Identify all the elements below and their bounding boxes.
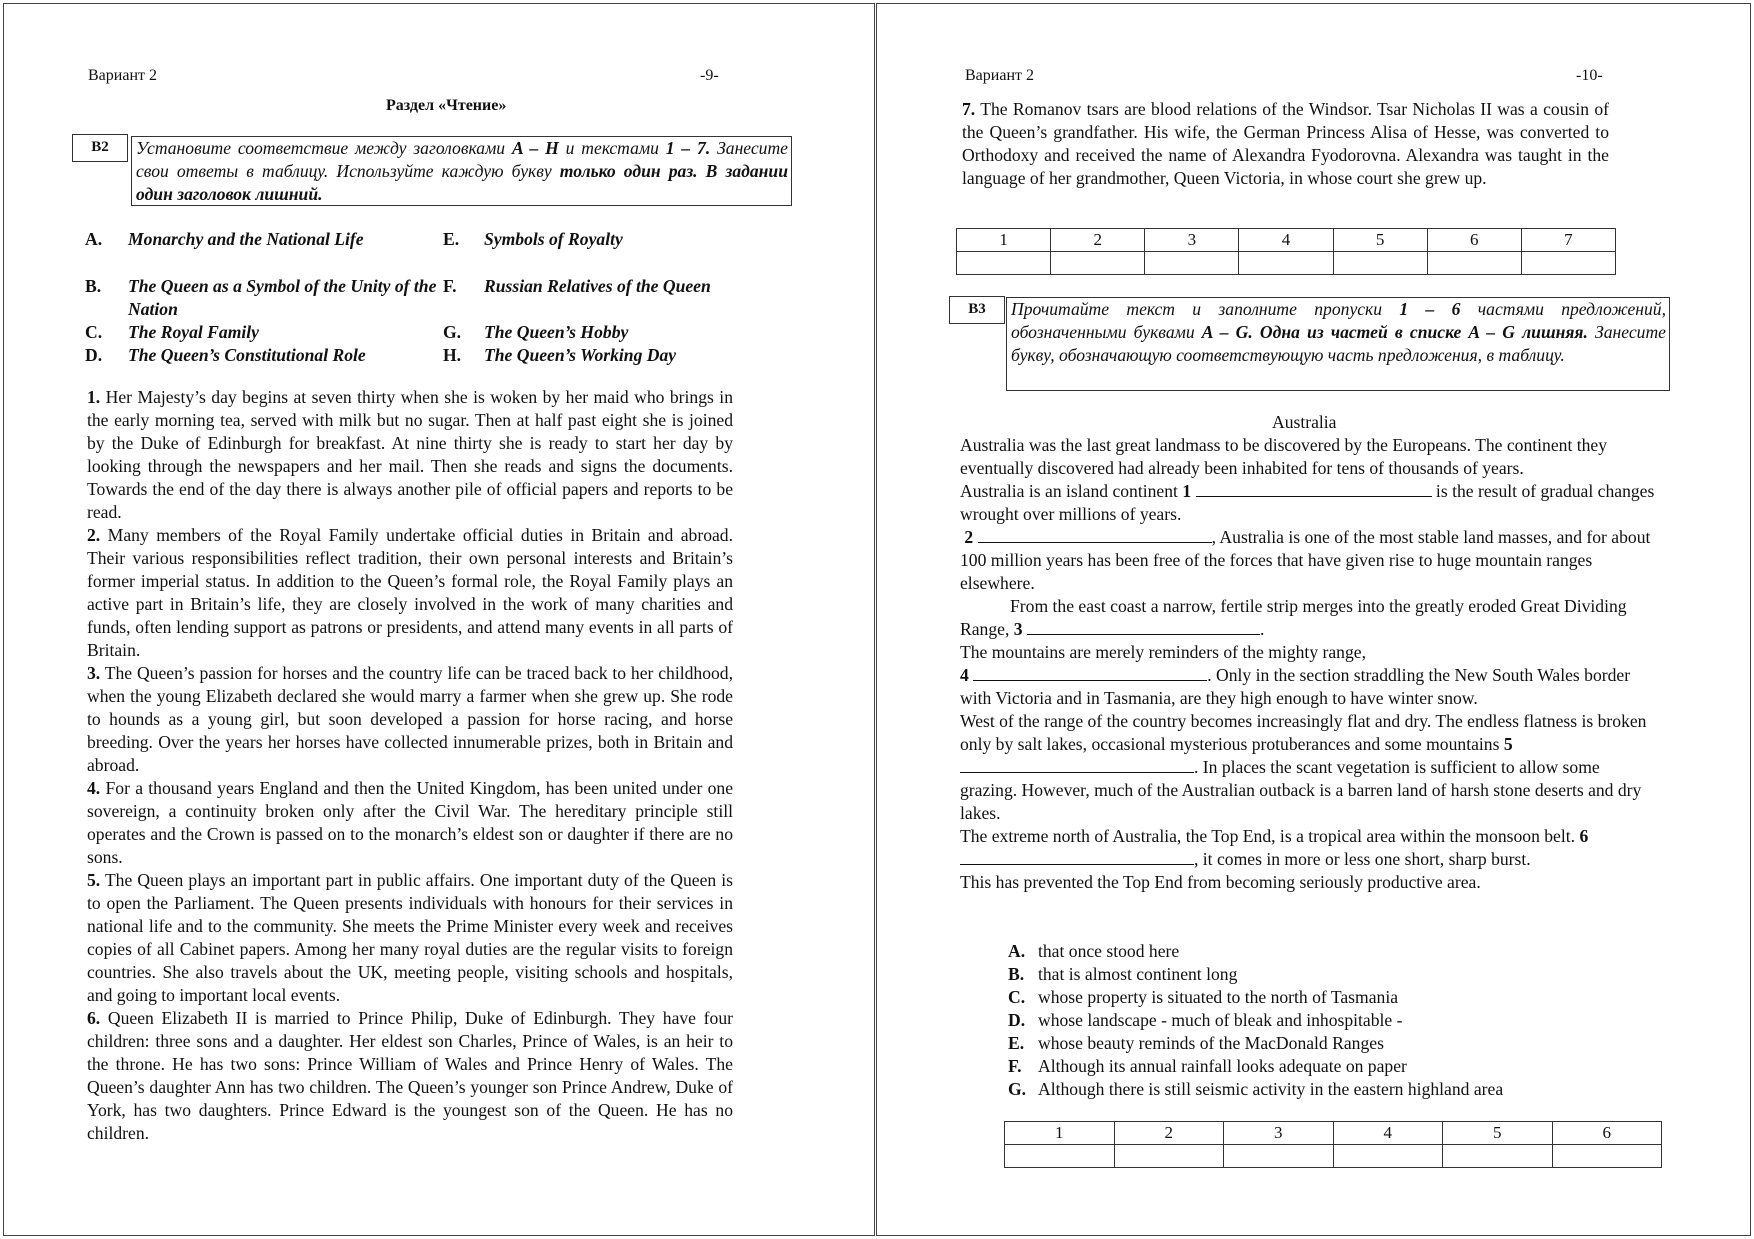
text-body: The Romanov tsars are blood relations of the Windsor. Tsar Nicholas II was a cousin of the Queen’s grandfather. His wife, the German Princess Alisa of Hesse, was converted to Orthodoxy and received the name of Alexandra Fyodorovna. Alexandra was taught in the language of her grandmother, Queen Victoria, in whose court she grew up. bbox=[962, 99, 1609, 188]
task-text-bold: A – H bbox=[511, 138, 559, 158]
b3-answer-table bbox=[1004, 1121, 1662, 1168]
table-header-cell: 2 bbox=[1051, 229, 1145, 252]
table-header-cell: 7 bbox=[1521, 229, 1615, 252]
heading-text: The Queen as a Symbol of the Unity of the Nation bbox=[128, 276, 437, 319]
option-item bbox=[1008, 963, 1237, 986]
header-variant-left: Вариант 2 bbox=[88, 67, 157, 84]
answer-cell[interactable] bbox=[1333, 252, 1427, 275]
gap-number: 1 bbox=[1182, 481, 1192, 501]
table-header-cell: 2 bbox=[1114, 1122, 1224, 1145]
page-number-left: -9- bbox=[700, 67, 719, 84]
reading-texts bbox=[87, 386, 733, 1145]
article-span: West of the range of the country becomes increasingly flat and dry. The endless flatness is broken only by salt lakes, occasional mysterious protuberances and some mountains bbox=[960, 711, 1647, 754]
option-item bbox=[1008, 940, 1179, 963]
answer-cell[interactable] bbox=[1427, 252, 1521, 275]
text-body: For a thousand years England and then the United Kingdom, has been united under one sovereign, a continuity broken only after the Civil War. The hereditary principle still operates and the Crown is passed on to the monarch’s eldest son or daughter if there are no sons. bbox=[87, 778, 733, 867]
b2-answer-table bbox=[956, 228, 1616, 275]
text-paragraph bbox=[87, 1007, 733, 1145]
option-item bbox=[1008, 1055, 1407, 1078]
option-letter: E. bbox=[1008, 1033, 1025, 1053]
text-paragraph bbox=[87, 524, 733, 662]
table-header-cell: 1 bbox=[957, 229, 1051, 252]
text-number: 1. bbox=[87, 387, 101, 407]
heading-letter: C. bbox=[85, 322, 103, 342]
article-span: The extreme north of Australia, the Top End, is a tropical area within the monsoon belt. bbox=[960, 826, 1580, 846]
article-span: Australia is an island continent bbox=[960, 481, 1183, 501]
heading-text: Symbols of Royalty bbox=[484, 229, 623, 249]
answer-cell[interactable] bbox=[1239, 252, 1333, 275]
text-number: 2. bbox=[87, 525, 101, 545]
article-title: Australia bbox=[1272, 412, 1337, 432]
gap-blank[interactable] bbox=[1027, 619, 1260, 635]
text-body: Her Majesty’s day begins at seven thirty when she is woken by her maid who brings in the early morning tea, served with milk but no sugar. Then at half past eight she is joined by the Duke of Edinburgh for breakfast. At nine thirty she is ready to start her day by looking through the newspapers and her mail. Then she reads and signs the documents. Towards the end of the day there is always another pile of official papers and reports to be read. bbox=[87, 387, 733, 522]
task-text: и текстами bbox=[558, 138, 666, 158]
article-text bbox=[960, 434, 1656, 894]
heading-letter: E. bbox=[443, 229, 460, 249]
option-letter: F. bbox=[1008, 1056, 1022, 1076]
article-paragraph bbox=[960, 480, 1656, 526]
answer-cell[interactable] bbox=[1114, 1145, 1224, 1168]
article-paragraph bbox=[960, 825, 1656, 871]
text-number: 7. bbox=[962, 99, 976, 119]
article-span: is the result of gradual changes wrought over millions of years. bbox=[960, 481, 1655, 524]
option-text: that is almost continent long bbox=[1038, 964, 1238, 984]
option-letter: A. bbox=[1008, 941, 1026, 961]
answer-cell[interactable] bbox=[1333, 1145, 1443, 1168]
heading-letter: G. bbox=[443, 322, 462, 342]
article-paragraph: The mountains are merely reminders of the mighty range, bbox=[960, 642, 1366, 662]
heading-letter: B. bbox=[85, 276, 102, 296]
gap-number: 3 bbox=[1013, 619, 1023, 639]
table-header-cell: 4 bbox=[1333, 1122, 1443, 1145]
option-item bbox=[1008, 1032, 1384, 1055]
task-text: Занесите свои ответы в таблицу. Используйте каждую букву bbox=[136, 138, 788, 181]
option-item bbox=[1008, 986, 1398, 1009]
text-paragraph bbox=[87, 386, 733, 524]
article-span: From the east coast a narrow, fertile strip merges into the greatly eroded Great Dividing Range, bbox=[960, 596, 1627, 639]
task-instructions-b2 bbox=[131, 136, 792, 206]
task-text: частями предложений, обозначенными буквами bbox=[1011, 299, 1666, 342]
gap-blank[interactable] bbox=[960, 757, 1194, 773]
page-number-right: -10- bbox=[1576, 67, 1603, 84]
text-paragraph bbox=[962, 98, 1609, 190]
option-item bbox=[1008, 1078, 1503, 1101]
text-number: 4. bbox=[87, 778, 101, 798]
gap-blank[interactable] bbox=[978, 527, 1212, 543]
heading-text: Monarchy and the National Life bbox=[128, 229, 364, 249]
option-text: whose beauty reminds of the MacDonald Ranges bbox=[1038, 1033, 1384, 1053]
text-7 bbox=[962, 98, 1609, 190]
text-body: The Queen’s passion for horses and the country life can be traced back to her childhood, when the young Elizabeth declared she would marry a farmer when she grew up. She rode to hounds as a young girl, but soon developed a passion for horse racing, and horse breeding. Over the years her horses have collected innumerable prizes, both in Britain and abroad. bbox=[87, 663, 733, 775]
task-instructions-b3 bbox=[1006, 297, 1670, 391]
text-body: Many members of the Royal Family undertake official duties in Britain and abroad. Their various responsibilities reflect tradition, their own personal interests and Britain’s former imperial status. In addition to the Queen’s formal role, the Royal Family plays an active part in Britain’s life, they are closely involved in the work of many charities and funds, often lending support as patrons or presidents, and attend many events in all parts of Britain. bbox=[87, 525, 733, 660]
heading-text: Russian Relatives of the Queen bbox=[484, 276, 711, 296]
header-variant-right: Вариант 2 bbox=[965, 67, 1034, 84]
heading-text: The Queen’s Working Day bbox=[484, 345, 677, 365]
article-paragraph bbox=[960, 664, 1656, 710]
article-span: . bbox=[1259, 619, 1265, 639]
task-text-bold: только bbox=[559, 161, 616, 181]
section-title: Раздел «Чтение» bbox=[386, 97, 507, 114]
text-number: 3. bbox=[87, 663, 101, 683]
option-letter: B. bbox=[1008, 964, 1025, 984]
task-text-bold: A – G. Одна из частей в списке A – G лишняя. bbox=[1201, 322, 1588, 342]
option-letter: C. bbox=[1008, 987, 1026, 1007]
answer-cell[interactable] bbox=[1051, 252, 1145, 275]
option-letter: D. bbox=[1008, 1010, 1026, 1030]
article-span: . In places the scant vegetation is sufficient to allow some grazing. However, much of the Australian outback is a barren land of harsh stone deserts and dry lakes. bbox=[960, 757, 1642, 823]
article-paragraph bbox=[960, 526, 1656, 595]
gap-blank[interactable] bbox=[973, 665, 1207, 681]
text-paragraph bbox=[87, 777, 733, 869]
task-text-bold: 1 – 6 bbox=[1399, 299, 1461, 319]
text-body: The Queen plays an important part in public affairs. One important duty of the Queen is to open the Parliament. The Queen presents individuals with honours for their services in national life and to the community. She meets the Prime Minister every week and receives copies of all Cabinet papers. Among her many royal duties are the regular visits to foreign countries. She also travels about the UK, meeting people, visiting schools and hospitals, and going to important local events. bbox=[87, 870, 733, 1005]
option-item bbox=[1008, 1009, 1402, 1032]
gap-number: 5 bbox=[1503, 734, 1513, 754]
heading-letter: F. bbox=[443, 276, 457, 296]
task-text-bold: 1 – 7. bbox=[665, 138, 711, 158]
option-letter: G. bbox=[1008, 1079, 1027, 1099]
table-header-cell: 1 bbox=[1005, 1122, 1115, 1145]
table-header-cell: 5 bbox=[1443, 1122, 1553, 1145]
answer-cell[interactable] bbox=[1521, 252, 1615, 275]
heading-text: The Queen’s Constitutional Role bbox=[128, 345, 366, 365]
text-paragraph bbox=[87, 869, 733, 1007]
table-header-cell: 5 bbox=[1333, 229, 1427, 252]
heading-letter: A. bbox=[85, 229, 103, 249]
heading-text: The Queen’s Hobby bbox=[484, 322, 629, 342]
article-span: , it comes in more or less one short, sharp burst. bbox=[1194, 849, 1531, 869]
task-code-b2: B2 bbox=[72, 134, 128, 162]
gap-blank[interactable] bbox=[960, 849, 1194, 865]
answer-cell[interactable] bbox=[1224, 1145, 1334, 1168]
task-text: Установите соответствие между заголовками bbox=[136, 138, 512, 158]
task-text: Прочитайте текст и заполните пропуски bbox=[1011, 299, 1400, 319]
answer-cell[interactable] bbox=[1145, 252, 1239, 275]
heading-letter: H. bbox=[443, 345, 462, 365]
article-paragraph bbox=[960, 710, 1656, 825]
option-text: Although there is still seismic activity in the eastern highland area bbox=[1038, 1079, 1504, 1099]
table-header-cell: 3 bbox=[1145, 229, 1239, 252]
article-span: , Australia is one of the most stable land masses, and for about 100 million years has been free of the forces that have given rise to huge mountain ranges elsewhere. bbox=[960, 527, 1651, 593]
option-text: whose landscape - much of bleak and inhospitable - bbox=[1038, 1010, 1403, 1030]
gap-number: 2 bbox=[964, 527, 974, 547]
text-number: 6. bbox=[87, 1008, 101, 1028]
text-body: Queen Elizabeth II is married to Prince Philip, Duke of Edinburgh. They have four children: three sons and a daughter. Her eldest son Charles, Prince of Wales, is an heir to the throne. He has two sons: Prince William of Wales and Prince Henry of Wales. The Queen’s daughter Ann has two children. The Queen’s younger son Prince Andrew, Duke of York, has two daughters. Prince Edward is the youngest son of the Queen. He has no children. bbox=[87, 1008, 733, 1143]
task-text: Занесите букву, обозначающую соответствующую часть предложения, в таблицу. bbox=[1011, 322, 1666, 365]
table-header-cell: 4 bbox=[1239, 229, 1333, 252]
option-text: whose property is situated to the north of Tasmania bbox=[1038, 987, 1399, 1007]
heading-letter: D. bbox=[85, 345, 103, 365]
option-text: that once stood here bbox=[1038, 941, 1180, 961]
article-span: . Only in the section straddling the New South Wales border with Victoria and in Tasmania, are they high enough to have winter snow. bbox=[960, 665, 1631, 708]
answer-cell[interactable] bbox=[1005, 1145, 1115, 1168]
task-code-b3: B3 bbox=[949, 296, 1005, 324]
heading-text: The Royal Family bbox=[128, 322, 259, 342]
table-header-cell: 6 bbox=[1552, 1122, 1662, 1145]
option-text: Although its annual rainfall looks adequate on paper bbox=[1038, 1056, 1407, 1076]
gap-blank[interactable] bbox=[1196, 481, 1432, 497]
answer-cell[interactable] bbox=[1552, 1145, 1662, 1168]
text-number: 5. bbox=[87, 870, 101, 890]
article-paragraph: Australia was the last great landmass to be discovered by the Europeans. The continent they eventually discovered had already been inhabited for tens of thousands of years. bbox=[960, 435, 1608, 478]
table-header-cell: 6 bbox=[1427, 229, 1521, 252]
table-header-cell: 3 bbox=[1224, 1122, 1334, 1145]
article-paragraph: This has prevented the Top End from becoming seriously productive area. bbox=[960, 872, 1481, 892]
gap-number: 6 bbox=[1579, 826, 1589, 846]
text-paragraph bbox=[87, 662, 733, 777]
answer-cell[interactable] bbox=[1443, 1145, 1553, 1168]
article-paragraph bbox=[960, 595, 1656, 641]
task-text-bold: один раз. В задании один заголовок лишний. bbox=[136, 161, 789, 204]
gap-number: 4 bbox=[960, 665, 969, 685]
answer-cell[interactable] bbox=[957, 252, 1051, 275]
